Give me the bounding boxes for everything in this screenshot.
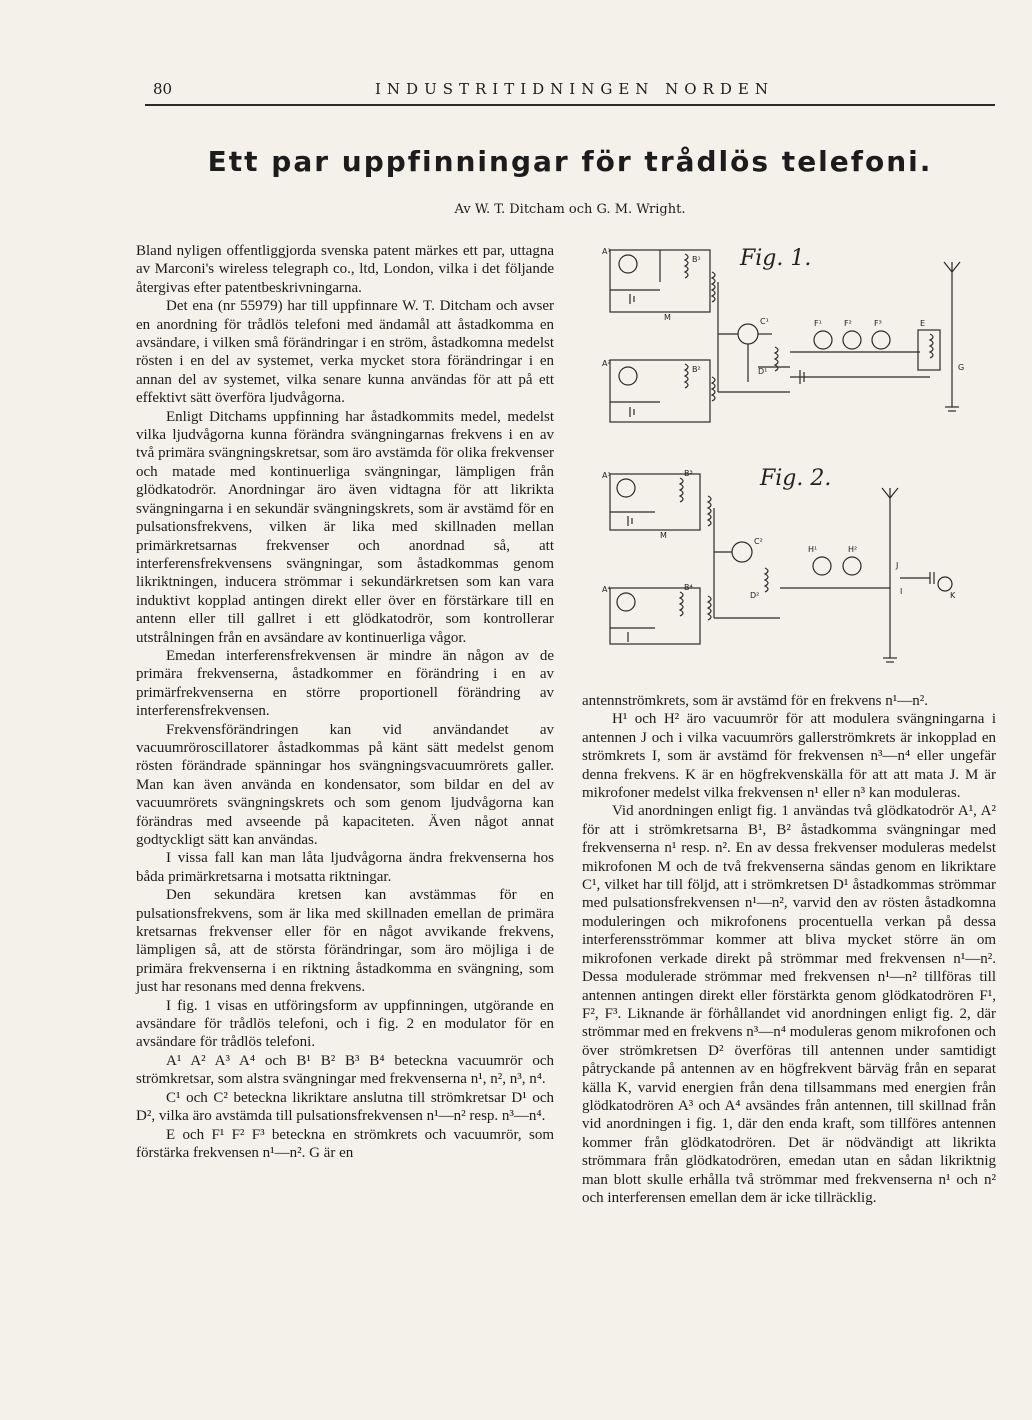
article-title: Ett par uppfinningar för trådlös telefoni. <box>207 145 933 178</box>
right-column <box>582 692 996 1207</box>
svg-text:F¹: F¹ <box>814 319 822 328</box>
svg-text:E: E <box>920 319 926 328</box>
svg-text:D²: D² <box>750 591 760 600</box>
svg-text:I: I <box>900 587 903 596</box>
svg-text:F³: F³ <box>874 319 882 328</box>
svg-text:B⁴: B⁴ <box>684 583 693 592</box>
article-byline: Av W. T. Ditcham och G. M. Wright. <box>454 202 686 217</box>
paragraph: I fig. 1 visas en utföringsform av uppfinningen, utgörande en avsändare för trådlös telefoni, och i fig. 2 en modulator för en avsändare för trådlös telefoni. <box>136 997 554 1051</box>
svg-text:A²: A² <box>602 359 611 368</box>
circuit-figures <box>600 242 1000 682</box>
fig2-label: Fig. 2. <box>760 466 832 491</box>
svg-text:B²: B² <box>692 365 701 374</box>
svg-text:C²: C² <box>754 537 763 546</box>
svg-text:A³: A³ <box>602 471 611 480</box>
paragraph: Bland nyligen offentliggjorda svenska patent märkes ett par, uttagna av Marconi's wireless telegraph co., ltd, London, vilka i det följande återgivas efter patentbeskrivningarna. <box>136 243 554 296</box>
page-number: 80 <box>153 80 173 98</box>
paragraph: C¹ och C² beteckna likriktare anslutna till strömkretsar D¹ och D², vilka äro avstämda till pulsationsfrekvensen n¹—n² resp. n³—n⁴. <box>136 1089 554 1125</box>
svg-text:M: M <box>660 531 667 540</box>
paragraph: Enligt Ditchams uppfinning har åstadkommits medel, medelst vilka ljudvågorna kunna förändra svängningarnas frekvens i en av två primära svängningskretsar, som äro avstämda för olika frekvenser och matade med kontinuerliga svängningar, lämpligen från glödkatodrör. Anordningar äro även vidtagna för att likrikta svängningarna i en sekundär svängningskrets, som är avstämd för en pulsationsfrekvens, vilken är lika med skillnaden mellan primärkretsarnas frekvenser och anordnad så, att interferensfrekvensens svängningar, som åstadkommas genom likriktningen, inducera strömmar i sekundärkretsen som kan vara induktivt kopplad antingen direkt eller över en förstärkare till en antenn eller till gallret i ett glödkatodrör, som kontrollerar utstrålningen från en avsändare av kontinuerliga vågor. <box>136 408 555 646</box>
svg-text:B¹: B¹ <box>692 255 701 264</box>
svg-text:F²: F² <box>844 319 852 328</box>
svg-text:M: M <box>664 313 671 322</box>
paragraph: I vissa fall kan man låta ljudvågorna ändra frekvenserna hos båda primärkretsarna i motsatta riktningar. <box>136 850 554 885</box>
left-column <box>136 242 554 1162</box>
svg-text:H²: H² <box>848 545 858 554</box>
paragraph: H¹ och H² äro vacuumrör för att modulera svängningarna i antennen J och i vilka vacuumrörs gallerströmkrets är inkopplad en strömkrets I, som är avstämd för frekvensen n³—n⁴ eller ungefär denna frekvens. K är en högfrekvenskälla för att att mata J. M är mikrofoner medelst vilka frekvensen n¹ eller n³ kan moduleras. <box>582 711 996 802</box>
paragraph: Vid anordningen enligt fig. 1 användas två glödkatodrör A¹, A² för att i strömkretsarna B¹, B² åstadkomma svängningar med frekvenserna n¹ resp. n². En av dessa frekvenser moduleras medelst mikrofonen M och de två frekvenserna sändas genom en likriktare C¹, vilket har till följd, att i strömkretsen D¹ åstadkommas strömmar med pulsationsfrekvensen n¹—n², varvid den av rösten åstadkomna moduleringen och mikrofonens procentuella verkan på dessa interferensströmmar kommer att bliva mycket större än om mikrofonen verkade direkt på strömmar med frekvensen n¹—n². Dessa modulerade strömmar med frekvensen n¹—n² tillföras till antennen antingen direkt eller förstärkta genom glödkatodrören F¹, F², F³. Liknande är förhållandet vid anordningen enligt fig. 2, där strömmar med en frekvens n³—n⁴ moduleras genom mikrofonen och över strömkretsen D² överföras till antennen under samtidigt påtryckande på antennen av en högfrekvent bärväg från en separat källa K, varvid energien från dena tillsammans med energien från glödkatodrören A³ och A⁴ avsändes från antennen, till skillnad från vid anordningen i fig. 1, där den enda kraft, som tillföres antennen kommer från glödkatodrören. Det är nödvändigt att likrikta strömmara från glödkatodrören, emedan utan en sådan likriktnig man blott skulle erhålla två strömmar med frekvenserna n¹ och n² och interferensen emellan dem är icke tillräcklig. <box>582 803 996 1206</box>
paragraph: Den sekundära kretsen kan avstämmas för en pulsationsfrekvens, som är lika med skillnaden emellan de primära kretsarnas frekvenser eller för en något avvikande frekvens, lämpligen så, att de största förändringar, som äro möjliga i de primära frekvenserna i en riktning åstadkomma en svängning, som just har resonans med denna frekvens. <box>136 887 554 996</box>
paragraph: antennströmkrets, som är avstämd för en frekvens n¹—n². <box>582 693 928 709</box>
fig1-schematic <box>600 242 1000 442</box>
paragraph: Emedan interferensfrekvensen är mindre än någon av de primära frekvenserna, åstadkommer en förändring i en av primärfrekvenserna en större proportionell förändring av interferensfrekvensen. <box>136 647 554 720</box>
paragraph: A¹ A² A³ A⁴ och B¹ B² B³ B⁴ beteckna vacuumrör och strömkretsar, som alstra svängningar med frekvenserna n¹, n², n³, n⁴. <box>136 1052 554 1088</box>
running-head <box>145 76 995 106</box>
svg-text:K: K <box>950 591 956 600</box>
svg-text:A¹: A¹ <box>602 247 611 256</box>
fig2-schematic <box>600 468 1000 678</box>
svg-text:C¹: C¹ <box>760 317 769 326</box>
svg-text:H¹: H¹ <box>808 545 818 554</box>
svg-text:A⁴: A⁴ <box>602 585 611 594</box>
journal-title: INDUSTRITIDNINGEN NORDEN <box>375 80 774 98</box>
svg-text:G: G <box>958 363 965 372</box>
svg-text:D¹: D¹ <box>758 367 768 376</box>
paragraph: E och F¹ F² F³ beteckna en strömkrets och vacuumrör, som förstärka frekvensen n¹—n². G är en <box>136 1126 554 1161</box>
paragraph: Det ena (nr 55979) har till uppfinnare W. T. Ditcham och avser en anordning för trådlös telefoni med ändamål att åstadkomma en avsändare, i vilken små förändringar i en ström, åstadkomna medelst rösten i en del av systemet, verka mycket stora förändringar i en annan del av systemet, vilka senare kunna användas för att på ett effektivt sätt överföra ljudvågorna. <box>136 298 554 407</box>
paragraph: Frekvensförändringen kan vid användandet av vacuumröroscillatorer åstadkommas på känt sätt medelst genom rösten förändrade spänningar hos svängningsvacuumrörets galler. Man kan även använda en kondensator, som bildar en del av vacuumrörets svängningskrets och som genom ljudvågorna kan förändras med avseende på kapaciteten. Även något annat godtyckligt sätt kan användas. <box>136 721 554 848</box>
svg-text:B³: B³ <box>684 469 693 478</box>
svg-text:J: J <box>896 561 899 570</box>
fig1-label: Fig. 1. <box>740 246 812 271</box>
